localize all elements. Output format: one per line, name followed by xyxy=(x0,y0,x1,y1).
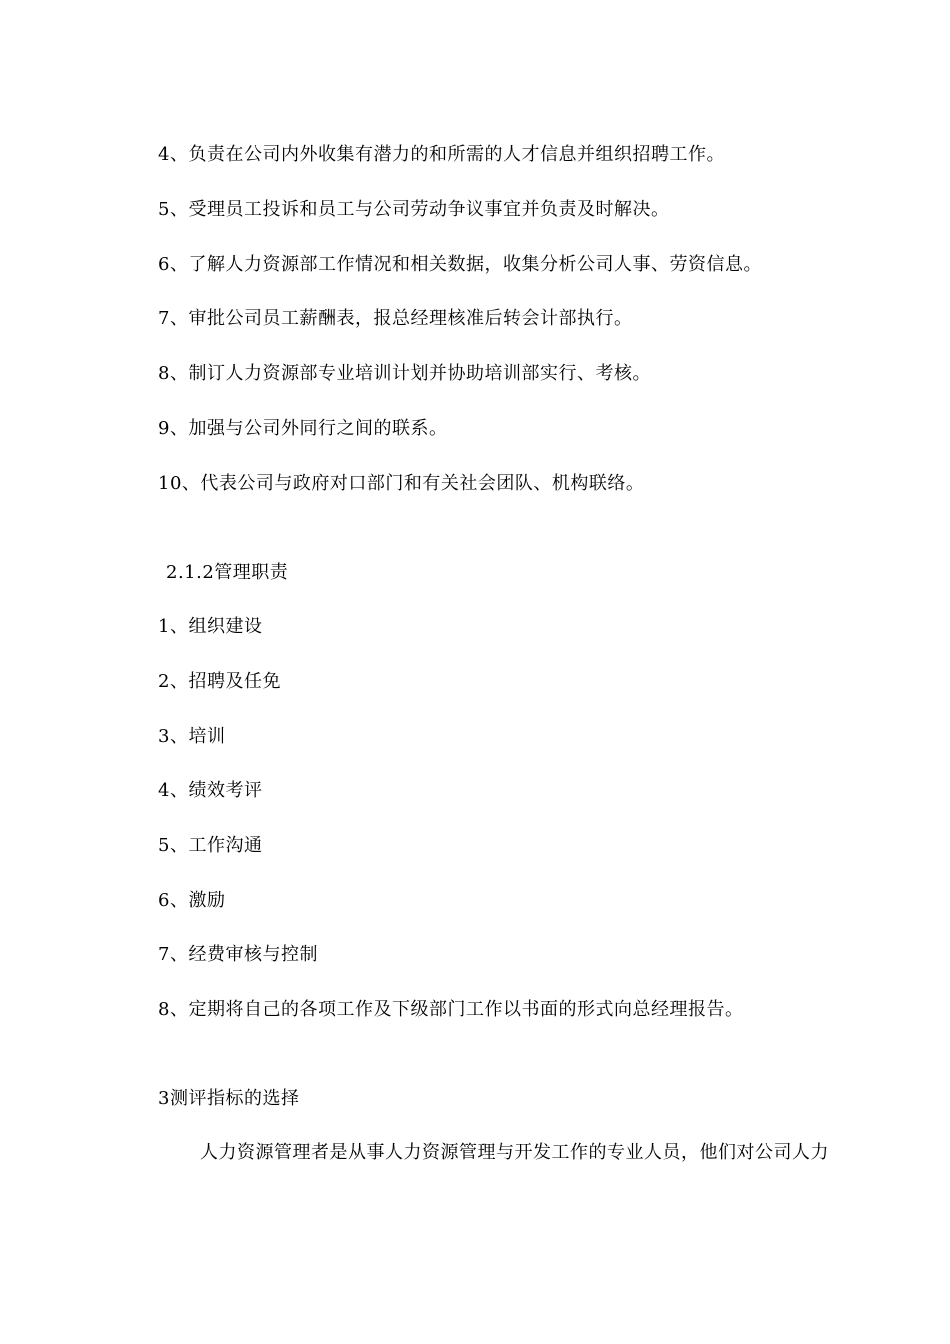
duty-item: 6、了解人力资源部工作情况和相关数据，收集分析公司人事、劳资信息。 xyxy=(158,254,762,275)
management-item: 8、定期将自己的各项工作及下级部门工作以书面的形式向总经理报告。 xyxy=(158,999,744,1020)
management-item: 7、经费审核与控制 xyxy=(158,944,318,965)
duty-item: 5、受理员工投诉和员工与公司劳动争议事宜并负责及时解决。 xyxy=(158,199,670,220)
management-item: 5、工作沟通 xyxy=(158,835,263,856)
management-item: 6、激励 xyxy=(158,890,226,911)
duty-item: 4、负责在公司内外收集有潜力的和所需的人才信息并组织招聘工作。 xyxy=(158,144,725,165)
section-paragraph: 人力资源管理者是从事人力资源管理与开发工作的专业人员，他们对公司人力 xyxy=(200,1142,829,1163)
management-item: 4、绩效考评 xyxy=(158,780,263,801)
duty-item: 7、审批公司员工薪酬表，报总经理核准后转会计部执行。 xyxy=(158,308,633,329)
management-item: 1、组织建设 xyxy=(158,616,263,637)
duty-item: 9、加强与公司外同行之间的联系。 xyxy=(158,418,448,439)
management-heading: 2.1.2管理职责 xyxy=(166,562,289,583)
duty-item: 10、代表公司与政府对口部门和有关社会团队、机构联络。 xyxy=(158,473,645,494)
duty-item: 8、制订人力资源部专业培训计划并协助培训部实行、考核。 xyxy=(158,363,651,384)
management-item: 3、培训 xyxy=(158,726,226,747)
management-item: 2、招聘及任免 xyxy=(158,671,281,692)
section-heading: 3测评指标的选择 xyxy=(158,1088,300,1109)
